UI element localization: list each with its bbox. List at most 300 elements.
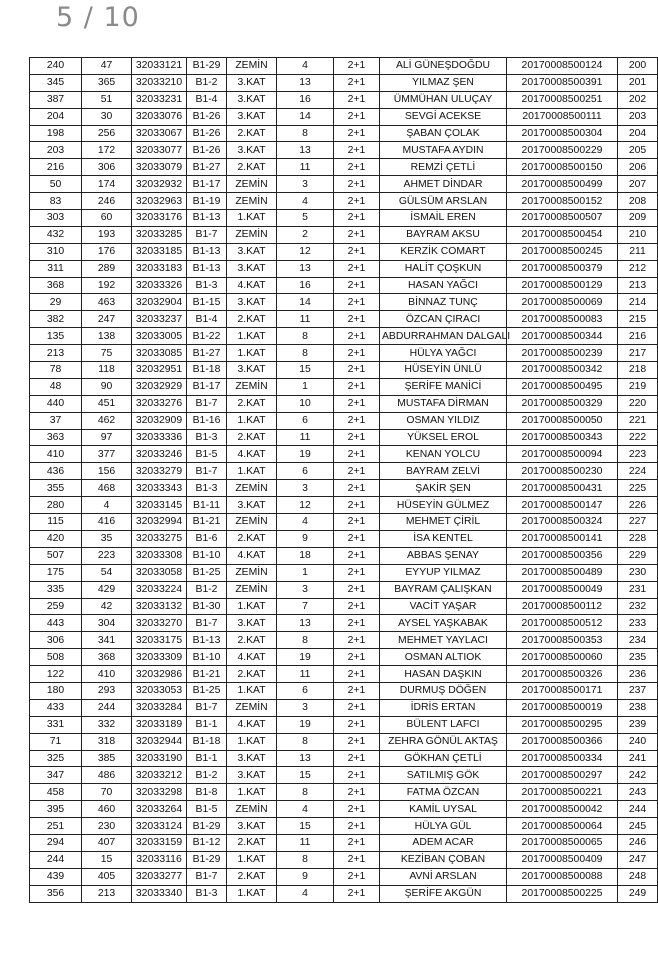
tip-cell: 2+1	[334, 74, 380, 91]
blok-cell: B1-29	[187, 818, 227, 835]
no-cell: 233	[618, 615, 658, 632]
kat-cell: 1.KAT	[227, 733, 277, 750]
blok-cell: B1-5	[187, 801, 227, 818]
daire-cell: 16	[277, 277, 334, 294]
tip-cell: 2+1	[334, 784, 380, 801]
id-cell: 32033005	[132, 328, 187, 345]
kura-cell: 51	[82, 91, 132, 108]
no-cell: 235	[618, 649, 658, 666]
basvuru-cell: 20170008500507	[507, 210, 618, 227]
kura-cell: 174	[82, 176, 132, 193]
name-cell: REMZİ ÇETLİ	[380, 159, 507, 176]
name-cell: BAYRAM AKSU	[380, 226, 507, 243]
id-cell: 32033212	[132, 767, 187, 784]
tip-cell: 2+1	[334, 767, 380, 784]
table-row	[30, 682, 658, 699]
id-cell: 32033264	[132, 801, 187, 818]
sira-cell: 368	[30, 277, 82, 294]
id-cell: 32033067	[132, 125, 187, 142]
id-cell: 32033275	[132, 530, 187, 547]
sira-cell: 335	[30, 581, 82, 598]
name-cell: YÜKSEL EROL	[380, 429, 507, 446]
sira-cell: 382	[30, 311, 82, 328]
kura-cell: 75	[82, 345, 132, 362]
basvuru-cell: 20170008500111	[507, 108, 618, 125]
name-cell: KENAN YOLCU	[380, 446, 507, 463]
name-cell: İSMAİL EREN	[380, 210, 507, 227]
basvuru-cell: 20170008500064	[507, 818, 618, 835]
table-row	[30, 598, 658, 615]
sira-cell: 433	[30, 699, 82, 716]
blok-cell: B1-26	[187, 142, 227, 159]
sira-cell: 432	[30, 226, 82, 243]
kat-cell: 2.KAT	[227, 530, 277, 547]
id-cell: 32033336	[132, 429, 187, 446]
table-row	[30, 412, 658, 429]
id-cell: 32033058	[132, 564, 187, 581]
daire-cell: 14	[277, 108, 334, 125]
table-row	[30, 716, 658, 733]
daire-cell: 8	[277, 733, 334, 750]
name-cell: BAYRAM ZELVİ	[380, 463, 507, 480]
kura-cell: 60	[82, 210, 132, 227]
basvuru-cell: 20170008500409	[507, 851, 618, 868]
id-cell: 32032951	[132, 362, 187, 379]
id-cell: 32033224	[132, 581, 187, 598]
id-cell: 32033309	[132, 649, 187, 666]
table-row	[30, 260, 658, 277]
table-row	[30, 750, 658, 767]
daire-cell: 3	[277, 480, 334, 497]
name-cell: KERZİK COMART	[380, 243, 507, 260]
kura-cell: 97	[82, 429, 132, 446]
sira-cell: 443	[30, 615, 82, 632]
sira-cell: 458	[30, 784, 82, 801]
sira-cell: 440	[30, 395, 82, 412]
daire-cell: 8	[277, 784, 334, 801]
blok-cell: B1-16	[187, 412, 227, 429]
daire-cell: 15	[277, 767, 334, 784]
table-row	[30, 564, 658, 581]
tip-cell: 2+1	[334, 362, 380, 379]
kat-cell: 2.KAT	[227, 395, 277, 412]
no-cell: 203	[618, 108, 658, 125]
table-row	[30, 868, 658, 885]
name-cell: AYSEL YAŞKABAK	[380, 615, 507, 632]
no-cell: 208	[618, 193, 658, 210]
id-cell: 32033121	[132, 58, 187, 75]
kura-cell: 368	[82, 649, 132, 666]
tip-cell: 2+1	[334, 733, 380, 750]
name-cell: ŞABAN ÇOLAK	[380, 125, 507, 142]
blok-cell: B1-4	[187, 91, 227, 108]
table-row	[30, 851, 658, 868]
name-cell: EYYUP YILMAZ	[380, 564, 507, 581]
name-cell: VACİT YAŞAR	[380, 598, 507, 615]
table-row	[30, 666, 658, 683]
basvuru-cell: 20170008500230	[507, 463, 618, 480]
table-row	[30, 514, 658, 531]
kura-cell: 70	[82, 784, 132, 801]
blok-cell: B1-2	[187, 74, 227, 91]
blok-cell: B1-4	[187, 311, 227, 328]
kat-cell: ZEMİN	[227, 581, 277, 598]
daire-cell: 15	[277, 362, 334, 379]
id-cell: 32032986	[132, 666, 187, 683]
name-cell: BÜLENT LAFCI	[380, 716, 507, 733]
id-cell: 32033145	[132, 497, 187, 514]
daire-cell: 13	[277, 260, 334, 277]
table-row	[30, 176, 658, 193]
kura-cell: 429	[82, 581, 132, 598]
table-row	[30, 446, 658, 463]
table-row	[30, 193, 658, 210]
basvuru-cell: 20170008500239	[507, 345, 618, 362]
tip-cell: 2+1	[334, 446, 380, 463]
name-cell: ÖZCAN ÇIRACI	[380, 311, 507, 328]
basvuru-cell: 20170008500221	[507, 784, 618, 801]
id-cell: 32033183	[132, 260, 187, 277]
blok-cell: B1-13	[187, 210, 227, 227]
sira-cell: 83	[30, 193, 82, 210]
name-cell: ALİ GÜNEŞDOĞDU	[380, 58, 507, 75]
tip-cell: 2+1	[334, 632, 380, 649]
table-row	[30, 74, 658, 91]
kat-cell: ZEMİN	[227, 176, 277, 193]
table-row	[30, 615, 658, 632]
sira-cell: 331	[30, 716, 82, 733]
blok-cell: B1-10	[187, 547, 227, 564]
sira-cell: 294	[30, 834, 82, 851]
kat-cell: 3.KAT	[227, 142, 277, 159]
no-cell: 228	[618, 530, 658, 547]
kat-cell: ZEMİN	[227, 378, 277, 395]
name-cell: OSMAN ALTIOK	[380, 649, 507, 666]
no-cell: 238	[618, 699, 658, 716]
no-cell: 209	[618, 210, 658, 227]
kura-cell: 332	[82, 716, 132, 733]
name-cell: ŞERİFE MANİCİ	[380, 378, 507, 395]
kat-cell: 3.KAT	[227, 108, 277, 125]
name-cell: HÜLYA GÜL	[380, 818, 507, 835]
tip-cell: 2+1	[334, 564, 380, 581]
basvuru-cell: 20170008500391	[507, 74, 618, 91]
blok-cell: B1-5	[187, 446, 227, 463]
tip-cell: 2+1	[334, 108, 380, 125]
no-cell: 218	[618, 362, 658, 379]
table-row	[30, 210, 658, 227]
id-cell: 32033076	[132, 108, 187, 125]
sira-cell: 280	[30, 497, 82, 514]
no-cell: 221	[618, 412, 658, 429]
no-cell: 212	[618, 260, 658, 277]
no-cell: 246	[618, 834, 658, 851]
daire-cell: 16	[277, 91, 334, 108]
daire-cell: 13	[277, 74, 334, 91]
kat-cell: 1.KAT	[227, 851, 277, 868]
blok-cell: B1-13	[187, 243, 227, 260]
id-cell: 32033246	[132, 446, 187, 463]
basvuru-cell: 20170008500342	[507, 362, 618, 379]
sira-cell: 306	[30, 632, 82, 649]
daire-cell: 19	[277, 446, 334, 463]
kat-cell: ZEMİN	[227, 226, 277, 243]
table-row	[30, 818, 658, 835]
daire-cell: 13	[277, 615, 334, 632]
blok-cell: B1-13	[187, 260, 227, 277]
no-cell: 206	[618, 159, 658, 176]
kura-cell: 244	[82, 699, 132, 716]
kat-cell: 1.KAT	[227, 210, 277, 227]
table-row	[30, 885, 658, 902]
no-cell: 232	[618, 598, 658, 615]
basvuru-cell: 20170008500150	[507, 159, 618, 176]
kat-cell: 3.KAT	[227, 818, 277, 835]
daire-cell: 11	[277, 429, 334, 446]
tip-cell: 2+1	[334, 682, 380, 699]
table-row	[30, 311, 658, 328]
tip-cell: 2+1	[334, 58, 380, 75]
daire-cell: 8	[277, 328, 334, 345]
basvuru-cell: 20170008500094	[507, 446, 618, 463]
tip-cell: 2+1	[334, 159, 380, 176]
basvuru-cell: 20170008500141	[507, 530, 618, 547]
tip-cell: 2+1	[334, 294, 380, 311]
name-cell: MUSTAFA DİRMAN	[380, 395, 507, 412]
table-row	[30, 125, 658, 142]
tip-cell: 2+1	[334, 345, 380, 362]
kura-cell: 156	[82, 463, 132, 480]
basvuru-cell: 20170008500304	[507, 125, 618, 142]
page-indicator: 5 / 10	[56, 2, 140, 33]
basvuru-cell: 20170008500353	[507, 632, 618, 649]
sira-cell: 507	[30, 547, 82, 564]
tip-cell: 2+1	[334, 378, 380, 395]
name-cell: YILMAZ ŞEN	[380, 74, 507, 91]
daire-cell: 3	[277, 176, 334, 193]
blok-cell: B1-7	[187, 699, 227, 716]
daire-cell: 4	[277, 885, 334, 902]
blok-cell: B1-27	[187, 345, 227, 362]
basvuru-cell: 20170008500147	[507, 497, 618, 514]
kura-cell: 172	[82, 142, 132, 159]
id-cell: 32033343	[132, 480, 187, 497]
id-cell: 32033175	[132, 632, 187, 649]
name-cell: FATMA ÖZCAN	[380, 784, 507, 801]
blok-cell: B1-6	[187, 530, 227, 547]
name-cell: HASAN YAĞCI	[380, 277, 507, 294]
blok-cell: B1-25	[187, 682, 227, 699]
basvuru-cell: 20170008500225	[507, 885, 618, 902]
id-cell: 32033077	[132, 142, 187, 159]
kat-cell: 1.KAT	[227, 412, 277, 429]
table-row	[30, 294, 658, 311]
no-cell: 234	[618, 632, 658, 649]
kat-cell: 4.KAT	[227, 547, 277, 564]
daire-cell: 13	[277, 142, 334, 159]
basvuru-cell: 20170008500512	[507, 615, 618, 632]
no-cell: 211	[618, 243, 658, 260]
id-cell: 32033326	[132, 277, 187, 294]
id-cell: 32033231	[132, 91, 187, 108]
table-row	[30, 142, 658, 159]
daire-cell: 4	[277, 58, 334, 75]
daire-cell: 11	[277, 834, 334, 851]
sira-cell: 311	[30, 260, 82, 277]
kura-cell: 306	[82, 159, 132, 176]
no-cell: 200	[618, 58, 658, 75]
basvuru-cell: 20170008500019	[507, 699, 618, 716]
id-cell: 32033285	[132, 226, 187, 243]
name-cell: İSA KENTEL	[380, 530, 507, 547]
basvuru-cell: 20170008500324	[507, 514, 618, 531]
kat-cell: ZEMİN	[227, 801, 277, 818]
kat-cell: 1.KAT	[227, 885, 277, 902]
blok-cell: B1-21	[187, 666, 227, 683]
basvuru-cell: 20170008500042	[507, 801, 618, 818]
id-cell: 32033124	[132, 818, 187, 835]
tip-cell: 2+1	[334, 649, 380, 666]
no-cell: 216	[618, 328, 658, 345]
no-cell: 215	[618, 311, 658, 328]
basvuru-cell: 20170008500329	[507, 395, 618, 412]
no-cell: 222	[618, 429, 658, 446]
no-cell: 240	[618, 733, 658, 750]
table-row	[30, 784, 658, 801]
table-row	[30, 767, 658, 784]
table-row	[30, 530, 658, 547]
tip-cell: 2+1	[334, 581, 380, 598]
blok-cell: B1-22	[187, 328, 227, 345]
sira-cell: 29	[30, 294, 82, 311]
sira-cell: 508	[30, 649, 82, 666]
daire-cell: 4	[277, 193, 334, 210]
kura-cell: 223	[82, 547, 132, 564]
blok-cell: B1-27	[187, 159, 227, 176]
daire-cell: 12	[277, 243, 334, 260]
daire-cell: 11	[277, 159, 334, 176]
sira-cell: 240	[30, 58, 82, 75]
basvuru-cell: 20170008500171	[507, 682, 618, 699]
no-cell: 239	[618, 716, 658, 733]
basvuru-cell: 20170008500245	[507, 243, 618, 260]
daire-cell: 11	[277, 311, 334, 328]
name-cell: SATILMIŞ GÖK	[380, 767, 507, 784]
name-cell: BİNNAZ TUNÇ	[380, 294, 507, 311]
name-cell: AVNİ ARSLAN	[380, 868, 507, 885]
name-cell: MEHMET ÇİRİL	[380, 514, 507, 531]
kura-cell: 451	[82, 395, 132, 412]
basvuru-cell: 20170008500297	[507, 767, 618, 784]
kat-cell: 1.KAT	[227, 463, 277, 480]
daire-cell: 19	[277, 716, 334, 733]
name-cell: HÜSEYİN ÜNLÜ	[380, 362, 507, 379]
table-row	[30, 345, 658, 362]
name-cell: OSMAN YILDIZ	[380, 412, 507, 429]
daire-cell: 6	[277, 463, 334, 480]
no-cell: 230	[618, 564, 658, 581]
blok-cell: B1-21	[187, 514, 227, 531]
no-cell: 223	[618, 446, 658, 463]
sira-cell: 420	[30, 530, 82, 547]
allocation-table	[29, 57, 658, 903]
tip-cell: 2+1	[334, 818, 380, 835]
kat-cell: 3.KAT	[227, 294, 277, 311]
tip-cell: 2+1	[334, 311, 380, 328]
no-cell: 244	[618, 801, 658, 818]
daire-cell: 8	[277, 125, 334, 142]
kura-cell: 460	[82, 801, 132, 818]
sira-cell: 395	[30, 801, 82, 818]
tip-cell: 2+1	[334, 193, 380, 210]
kat-cell: ZEMİN	[227, 58, 277, 75]
id-cell: 32032904	[132, 294, 187, 311]
tip-cell: 2+1	[334, 716, 380, 733]
basvuru-cell: 20170008500366	[507, 733, 618, 750]
blok-cell: B1-12	[187, 834, 227, 851]
daire-cell: 19	[277, 649, 334, 666]
kura-cell: 193	[82, 226, 132, 243]
id-cell: 32032932	[132, 176, 187, 193]
name-cell: GÖKHAN ÇETLİ	[380, 750, 507, 767]
tip-cell: 2+1	[334, 851, 380, 868]
kura-cell: 318	[82, 733, 132, 750]
no-cell: 226	[618, 497, 658, 514]
id-cell: 32033308	[132, 547, 187, 564]
basvuru-cell: 20170008500251	[507, 91, 618, 108]
no-cell: 207	[618, 176, 658, 193]
tip-cell: 2+1	[334, 480, 380, 497]
blok-cell: B1-3	[187, 429, 227, 446]
no-cell: 220	[618, 395, 658, 412]
blok-cell: B1-30	[187, 598, 227, 615]
table-row	[30, 243, 658, 260]
kat-cell: 4.KAT	[227, 716, 277, 733]
blok-cell: B1-7	[187, 395, 227, 412]
daire-cell: 5	[277, 210, 334, 227]
name-cell: HALİT ÇOŞKUN	[380, 260, 507, 277]
basvuru-cell: 20170008500356	[507, 547, 618, 564]
tip-cell: 2+1	[334, 91, 380, 108]
name-cell: SEVGİ ACEKSE	[380, 108, 507, 125]
tip-cell: 2+1	[334, 210, 380, 227]
daire-cell: 18	[277, 547, 334, 564]
tip-cell: 2+1	[334, 395, 380, 412]
name-cell: ABBAS ŞENAY	[380, 547, 507, 564]
kat-cell: 3.KAT	[227, 767, 277, 784]
basvuru-cell: 20170008500334	[507, 750, 618, 767]
tip-cell: 2+1	[334, 834, 380, 851]
kura-cell: 176	[82, 243, 132, 260]
no-cell: 249	[618, 885, 658, 902]
sira-cell: 410	[30, 446, 82, 463]
sira-cell: 37	[30, 412, 82, 429]
id-cell: 32033279	[132, 463, 187, 480]
no-cell: 225	[618, 480, 658, 497]
kura-cell: 118	[82, 362, 132, 379]
kura-cell: 462	[82, 412, 132, 429]
basvuru-cell: 20170008500152	[507, 193, 618, 210]
no-cell: 236	[618, 666, 658, 683]
kat-cell: 1.KAT	[227, 345, 277, 362]
sira-cell: 115	[30, 514, 82, 531]
table-row	[30, 226, 658, 243]
sira-cell: 135	[30, 328, 82, 345]
sira-cell: 387	[30, 91, 82, 108]
basvuru-cell: 20170008500454	[507, 226, 618, 243]
id-cell: 32032944	[132, 733, 187, 750]
table-row	[30, 58, 658, 75]
